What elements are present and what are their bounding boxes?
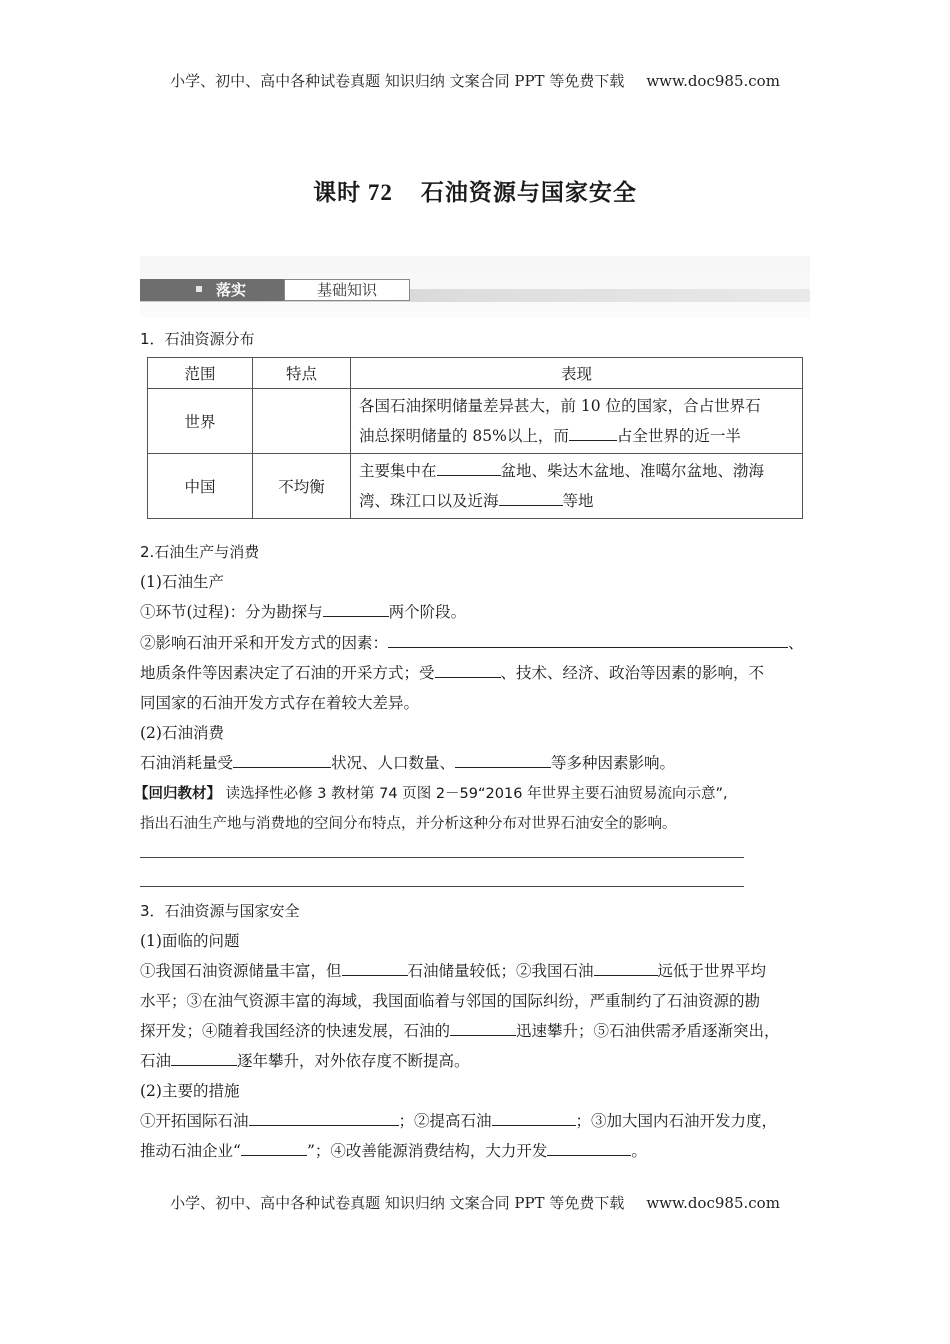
description-line: 湾、珠江口以及近海 等地 <box>359 492 594 510</box>
paragraph: ②影响石油开采和开发方式的因素： 、 <box>140 634 804 652</box>
fill-blank[interactable] <box>388 633 788 648</box>
fill-blank[interactable] <box>249 1111 399 1126</box>
paragraph: 推动石油企业“ ”；④改善能源消费结构，大力开发 。 <box>140 1142 647 1160</box>
column-header-feature: 特点 <box>253 358 351 389</box>
fill-blank[interactable] <box>594 961 658 976</box>
paragraph: 探开发；④随着我国经济的快速发展，石油的 迅速攀升；⑤石油供需矛盾逐渐突出， <box>140 1022 780 1040</box>
page-title <box>0 174 950 207</box>
paragraph: 石油 逐年攀升，对外依存度不断提高。 <box>140 1052 470 1070</box>
paragraph: 水平；③在油气资源丰富的海域，我国面临着与邻国的国际纠纷，严重制约了石油资源的勘 <box>140 992 761 1010</box>
paragraph: 石油消耗量受 状况、人口数量、 等多种因素影响。 <box>140 754 676 772</box>
fill-blank[interactable] <box>437 461 501 476</box>
paragraph: ①开拓国际石油 ；②提高石油 ；③加大国内石油开发力度， <box>140 1112 778 1130</box>
column-header-scope: 范围 <box>148 358 253 389</box>
cell-description <box>351 389 803 454</box>
section-1-heading: 1．石油资源分布 <box>140 330 255 348</box>
fill-blank[interactable] <box>450 1021 516 1036</box>
paragraph: 同国家的石油开发方式存在着较大差异。 <box>140 694 420 712</box>
fill-blank[interactable] <box>435 663 501 678</box>
banner-label-text: 落实 <box>216 281 247 299</box>
description-line: 油总探明储量的 85%以上，而 占全世界的近一半 <box>359 427 741 445</box>
fill-blank[interactable] <box>499 491 563 506</box>
review-prompt-line-2: 指出石油生产地与消费地的空间分布特点，并分析这种分布对世界石油安全的影响。 <box>140 816 677 832</box>
table-header-row <box>148 358 803 389</box>
answer-line[interactable] <box>140 886 744 887</box>
footer-text: 小学、初中、高中各种试卷真题 知识归纳 文案合同 PPT 等免费下载 <box>170 1194 625 1212</box>
lesson-number: 课时 72 <box>313 180 393 205</box>
fill-blank[interactable] <box>233 753 331 768</box>
subheading-oil-consumption: (2)石油消费 <box>140 724 224 742</box>
paragraph: 地质条件等因素决定了石油的开采方式；受 、技术、经济、政治等因素的影响，不 <box>140 664 765 682</box>
footer-url[interactable]: www.doc985.com <box>646 1194 780 1212</box>
cell-description <box>351 454 803 519</box>
review-prompt-line-1: 【回归教材】 读选择性必修 3 教材第 74 页图 2－59“2016 年世界主要石油贸易流向示意”, <box>134 786 728 802</box>
description-line: 各国石油探明储量差异甚大，前 10 位的国家，合占世界石 <box>359 397 761 415</box>
description-line: 主要集中在 盆地、柴达木盆地、准噶尔盆地、渤海 <box>359 462 765 480</box>
table-row <box>148 454 803 519</box>
fill-blank[interactable] <box>569 426 617 441</box>
fill-blank[interactable] <box>342 961 408 976</box>
page-header <box>0 70 950 91</box>
section-banner-label <box>140 279 284 301</box>
fill-blank[interactable] <box>323 602 389 617</box>
fill-blank[interactable] <box>492 1111 576 1126</box>
page-footer <box>0 1192 950 1213</box>
cell-feature: 不均衡 <box>253 454 351 519</box>
subheading-problems: (1)面临的问题 <box>140 932 240 950</box>
cell-scope: 世界 <box>148 389 253 454</box>
answer-line[interactable] <box>140 857 744 858</box>
lesson-topic: 石油资源与国家安全 <box>420 180 637 206</box>
subheading-oil-production: (1)石油生产 <box>140 573 224 591</box>
fill-blank[interactable] <box>455 753 551 768</box>
section-3-heading: 3．石油资源与国家安全 <box>140 902 300 920</box>
header-url[interactable]: www.doc985.com <box>646 72 780 90</box>
paragraph: ①环节(过程)：分为勘探与 两个阶段。 <box>140 603 467 621</box>
review-tag: 【回归教材】 <box>134 786 221 802</box>
cell-feature <box>253 389 351 454</box>
square-bullet-icon <box>196 286 202 292</box>
fill-blank[interactable] <box>171 1051 237 1066</box>
fill-blank[interactable] <box>547 1141 631 1156</box>
section-banner-tab: 基础知识 <box>284 279 410 301</box>
header-text: 小学、初中、高中各种试卷真题 知识归纳 文案合同 PPT 等免费下载 <box>170 72 625 90</box>
subheading-measures: (2)主要的措施 <box>140 1082 240 1100</box>
oil-distribution-table <box>147 357 803 519</box>
column-header-description: 表现 <box>351 358 803 389</box>
paragraph: ①我国石油资源储量丰富，但 石油储量较低；②我国石油 远低于世界平均 <box>140 962 767 980</box>
table-row <box>148 389 803 454</box>
section-2-heading: 2.石油生产与消费 <box>140 543 260 561</box>
fill-blank[interactable] <box>241 1141 307 1156</box>
cell-scope: 中国 <box>148 454 253 519</box>
